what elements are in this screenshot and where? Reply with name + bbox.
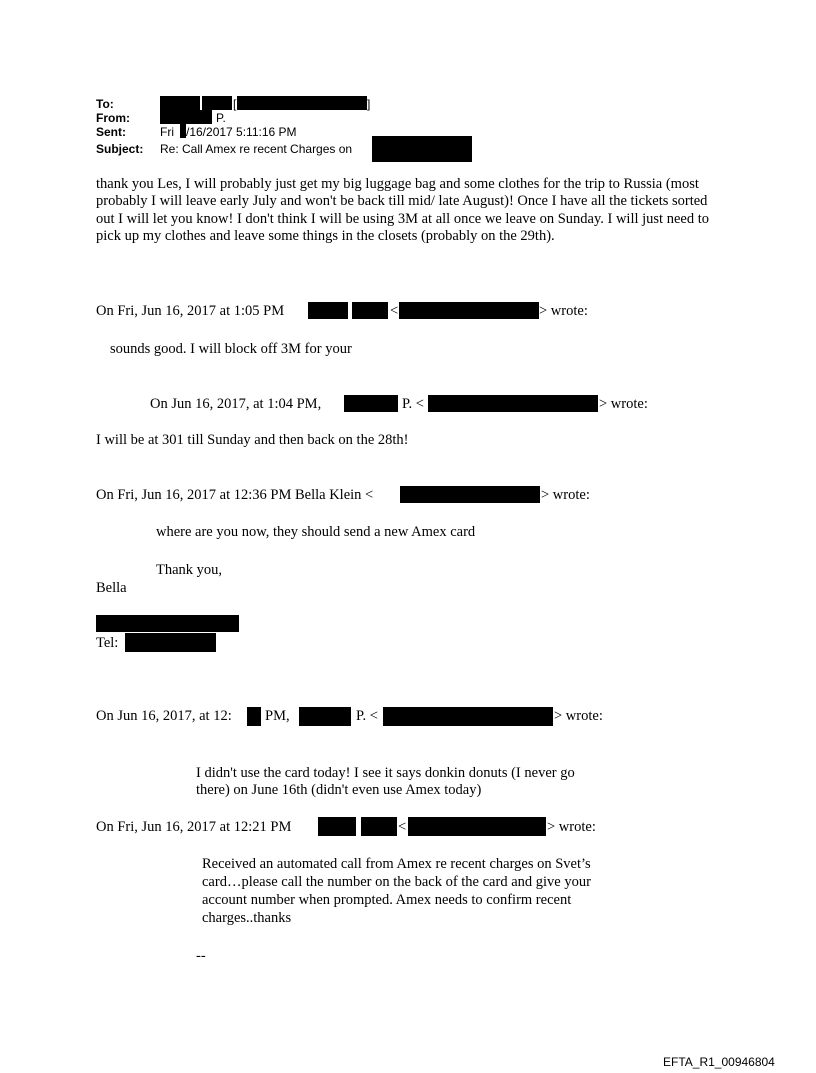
quote-5-line-3: account number when prompted. Amex needs to confirm recent [202,892,572,908]
redaction-q1-name-2 [352,302,388,319]
redaction-to-name-1 [160,96,200,110]
to-label: To: [96,97,114,111]
quote-5-line-2: card…please call the number on the back of the card and give your [202,874,591,890]
quote-4-wrote: > wrote: [554,708,603,724]
redaction-tel-number [125,633,216,652]
quote-4-line-1: I didn't use the card today! I see it says donkin donuts (I never go [196,765,575,781]
redaction-q2-name [344,395,398,412]
quote-3-signature: Bella [96,580,127,596]
subject-label: Subject: [96,142,144,156]
quote-5-lt: < [398,819,407,835]
quote-5-line-4: charges..thanks [202,910,292,926]
quote-4-intro: On Jun 16, 2017, at 12: [96,708,232,724]
quote-2-intro: On Jun 16, 2017, at 1:04 PM, [150,396,322,412]
quote-1-wrote: > wrote: [539,303,588,319]
redaction-q3-email [400,486,540,503]
document-id: EFTA_R1_00946804 [663,1055,775,1069]
quote-1-intro: On Fri, Jun 16, 2017 at 1:05 PM [96,303,285,319]
signature-dashes: -- [196,948,206,964]
quote-4-pm: PM, [265,708,290,724]
from-value: P. [216,111,226,125]
quote-2-name-suffix: P. < [402,396,424,412]
to-bracket-close: ] [367,97,371,111]
redaction-q5-name-2 [361,817,397,836]
redaction-to-email [237,96,367,110]
quote-5-wrote: > wrote: [547,819,596,835]
quote-1-lt: < [390,303,399,319]
quote-3-text: where are you now, they should send a new Amex card [156,524,476,540]
quote-3-thanks: Thank you, [156,562,223,578]
quote-5-line-1: Received an automated call from Amex re recent charges on Svet’s [202,856,591,872]
redaction-q5-email [408,817,546,836]
quote-1-text: sounds good. I will block off 3M for your [110,341,352,357]
redaction-q2-email [428,395,598,412]
sent-label: Sent: [96,125,126,139]
quote-3-intro: On Fri, Jun 16, 2017 at 12:36 PM Bella Klein < [96,487,374,503]
sent-prefix: Fri [160,125,174,139]
redaction-subject [372,136,472,162]
redaction-q4-email [383,707,553,726]
from-label: From: [96,111,130,125]
body-paragraph: thank you Les, I will probably just get my big luggage bag and some clothes for the trip to Russia (most probably I will leave early July and won't be back till mid/ late August)! Once I have all the tickets sorted out I will let you know! I don't think I will be using 3M at all once we leave on Sunday. I will just need to pick up my clothes and leave some things in the closets (probably on the 29th). [96,176,709,245]
quote-4-name-suffix: P. < [356,708,378,724]
redaction-q4-minutes [247,707,261,726]
redaction-q1-name-1 [308,302,348,319]
redaction-from-name [160,110,212,124]
sent-value: /16/2017 5:11:16 PM [186,125,297,139]
quote-2-text: I will be at 301 till Sunday and then back on the 28th! [96,432,409,448]
subject-value: Re: Call Amex re recent Charges on [160,142,353,156]
quote-5-intro: On Fri, Jun 16, 2017 at 12:21 PM [96,819,292,835]
quote-2-wrote: > wrote: [599,396,648,412]
redaction-q5-name-1 [318,817,356,836]
redaction-q1-email [399,302,539,319]
tel-label: Tel: [96,635,119,651]
redaction-q4-name [299,707,351,726]
to-bracket-open: [ [233,97,237,111]
redaction-signature-block [96,615,239,632]
redaction-to-name-2 [202,96,232,110]
quote-4-line-2: there) on June 16th (didn't even use Amex today) [196,782,482,798]
quote-3-wrote: > wrote: [541,487,590,503]
